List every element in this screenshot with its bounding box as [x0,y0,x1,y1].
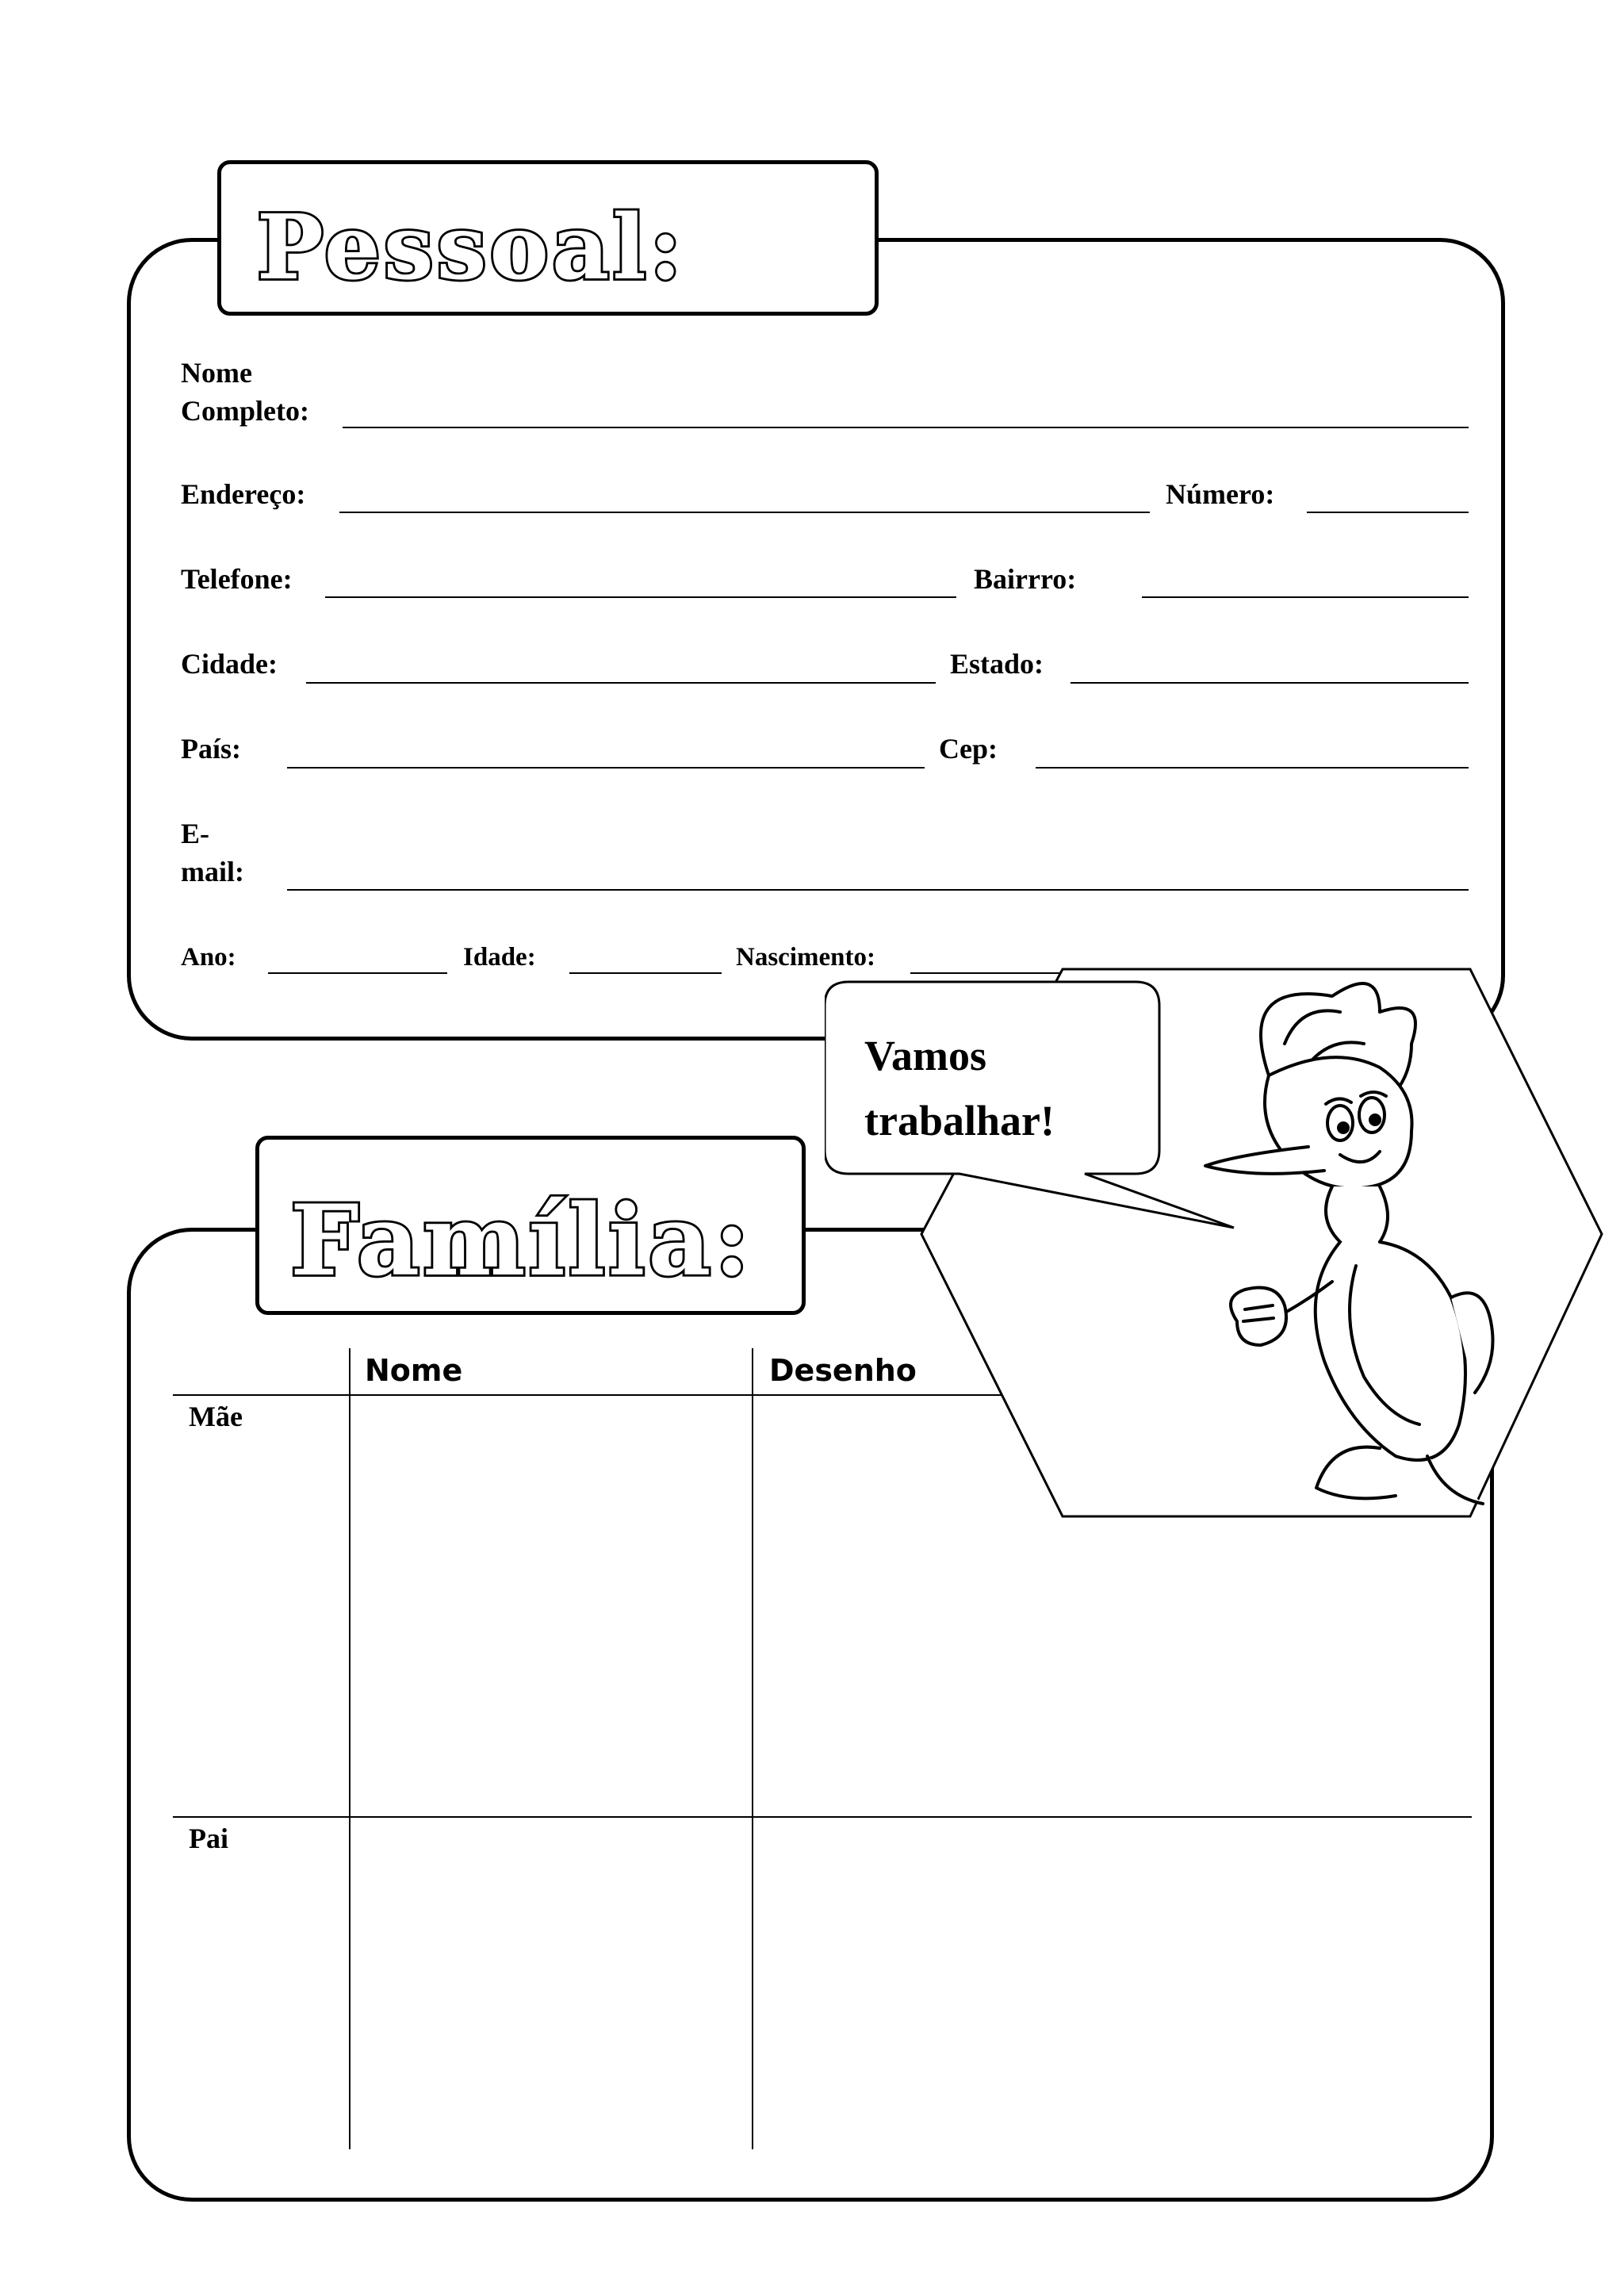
telefone-field[interactable] [325,596,956,598]
column-header-nome: Nome [365,1353,463,1388]
email-label-2: mail: [181,856,244,887]
pessoal-panel [127,238,1505,1041]
row-label-mae: Mãe [189,1401,243,1432]
column-header-desenho: Desenho [769,1353,917,1388]
cep-field[interactable] [1036,767,1469,769]
nascimento-label: Nascimento: [736,943,875,972]
ano-label: Ano: [181,943,236,972]
familia-title: Família: [290,1183,753,1298]
pessoal-title: Pessoal: [256,196,685,301]
pai-desenho-cell[interactable] [755,1819,1472,2149]
pessoal-title-tab [217,160,879,316]
email-field[interactable] [287,889,1469,891]
ano-field[interactable] [268,972,447,974]
idade-field[interactable] [569,972,722,974]
nome-completo-field[interactable] [343,427,1469,428]
cep-label: Cep: [939,733,998,765]
pais-label: País: [181,733,241,765]
bairro-label: Bairrro: [974,563,1077,595]
speech-text-line-1: Vamos [864,1032,987,1079]
mae-nome-cell[interactable] [352,1397,750,1815]
telefone-label: Telefone: [181,563,293,595]
table-column-divider-1 [349,1348,350,2149]
table-row-divider [173,1816,1472,1818]
pai-nome-cell[interactable] [352,1819,750,2149]
nome-completo-label-2: Completo: [181,395,309,427]
table-column-divider-2 [752,1348,753,2149]
idade-label: Idade: [463,943,536,972]
estado-field[interactable] [1071,682,1469,684]
nome-completo-label-1: Nome [181,357,252,389]
pessoal-title-svg [221,164,875,312]
row-label-pai: Pai [189,1823,228,1854]
bairro-field[interactable] [1142,596,1469,598]
email-label-1: E- [181,818,209,849]
familia-title-svg [259,1140,802,1311]
numero-label: Número: [1166,478,1275,510]
endereco-label: Endereço: [181,478,306,510]
endereco-field[interactable] [339,512,1150,513]
speech-text-line-2: trabalhar! [864,1097,1055,1144]
familia-title-tab [255,1136,806,1315]
cidade-field[interactable] [306,682,936,684]
pais-field[interactable] [287,767,925,769]
numero-field[interactable] [1307,512,1469,513]
cidade-label: Cidade: [181,648,278,680]
estado-label: Estado: [950,648,1044,680]
